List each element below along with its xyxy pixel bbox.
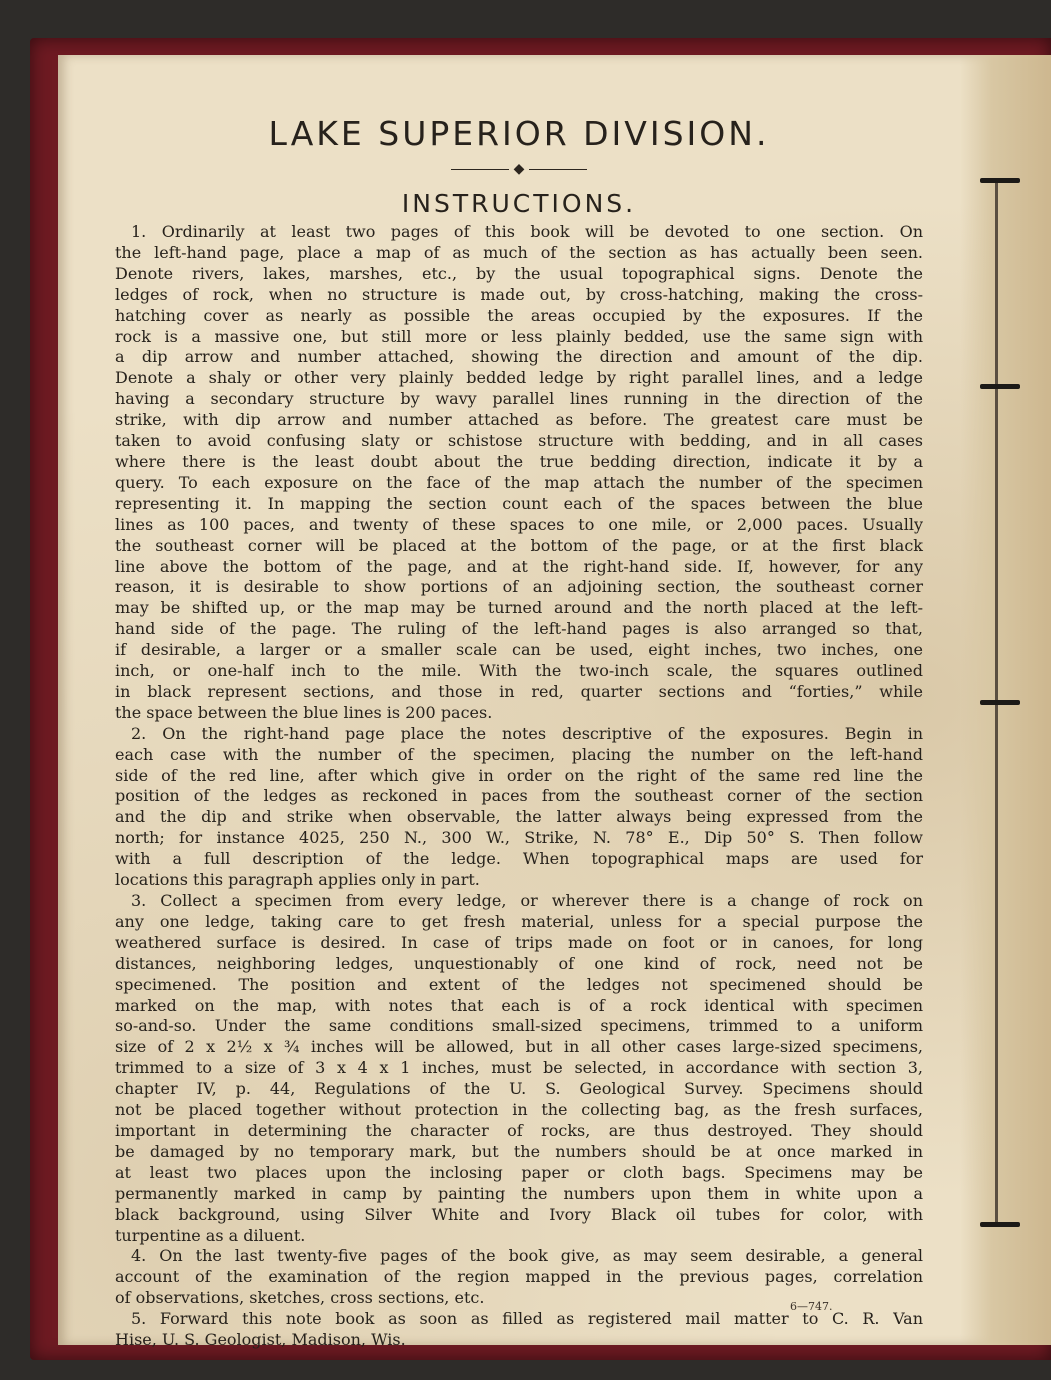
text-line: of observations, sketches, cross sections, etc. <box>115 1288 485 1308</box>
text-line: distances, neighboring ledges, unquestionably of one kind of rock, need not be <box>115 953 923 973</box>
text-line: the left-hand page, place a map of as much of the section as has actually been seen. <box>115 242 923 262</box>
text-line: and the dip and strike when observable, the latter always being expressed from the <box>115 807 923 827</box>
text-line: black background, using Silver White and Ivory Black oil tubes for color, with <box>115 1204 923 1224</box>
ornament-rule-left <box>451 169 509 170</box>
diamond-icon: ◆ <box>513 161 525 177</box>
text-line: any one ledge, taking care to get fresh material, unless for a special purpose the <box>115 911 923 931</box>
text-line: the southeast corner will be placed at the bottom of the page, or at the first black <box>115 535 923 555</box>
instructions-text-block <box>115 110 923 1351</box>
binding-stitch <box>980 1222 1020 1227</box>
text-line: chapter IV, p. 44, Regulations of the U. S. Geological Survey. Specimens should <box>115 1079 923 1099</box>
text-line: 4. On the last twenty-five pages of the book give, as may seem desirable, a general <box>131 1246 923 1266</box>
text-line: account of the examination of the region mapped in the previous pages, correlation <box>115 1267 923 1287</box>
text-line: representing it. In mapping the section count each of the spaces between the blue <box>115 493 923 513</box>
text-line: reason, it is desirable to show portions of an adjoining section, the southeast corner <box>115 577 923 597</box>
instructions-body <box>115 222 923 1351</box>
binding-stitch <box>980 384 1020 389</box>
text-line: where there is the least doubt about the true bedding direction, indicate it by a <box>115 451 923 471</box>
page-title: LAKE SUPERIOR DIVISION. <box>268 114 770 153</box>
text-line: locations this paragraph applies only in part. <box>115 870 480 890</box>
text-line: hand side of the page. The ruling of the left-hand pages is also arranged so that, <box>115 619 923 639</box>
text-line: weathered surface is desired. In case of trips made on foot or in canoes, for long <box>115 932 923 952</box>
text-line: 2. On the right-hand page place the notes descriptive of the exposures. Begin in <box>131 723 923 743</box>
text-line: side of the red line, after which give in order on the right of the same red line the <box>115 765 923 785</box>
text-line: inch, or one-half inch to the mile. With the two-inch scale, the squares outlined <box>115 661 923 681</box>
text-line: position of the ledges as reckoned in paces from the southeast corner of the section <box>115 786 923 806</box>
text-line: Denote rivers, lakes, marshes, etc., by the usual topographical signs. Denote the <box>115 263 923 283</box>
text-line: trimmed to a size of 3 x 4 x 1 inches, must be selected, in accordance with section 3, <box>115 1058 923 1078</box>
text-line: permanently marked in camp by painting the numbers upon them in white upon a <box>115 1183 923 1203</box>
text-line: taken to avoid confusing slaty or schistose structure with bedding, and in all cases <box>115 431 923 451</box>
title-ornament <box>115 162 923 182</box>
text-line: important in determining the character of rocks, are thus destroyed. They should <box>115 1120 923 1140</box>
text-line: each case with the number of the specimen, placing the number on the left-hand <box>115 744 923 764</box>
print-code: 6—747. <box>790 1300 833 1313</box>
text-line: size of 2 x 2½ x ¾ inches will be allowed, but in all other cases large-sized specimens, <box>115 1037 923 1057</box>
text-line: specimened. The position and extent of the ledges not specimened should be <box>115 974 923 994</box>
text-line: be damaged by no temporary mark, but the numbers should be at once marked in <box>115 1141 923 1161</box>
text-line: Denote a shaly or other very plainly bedded ledge by right parallel lines, and a ledge <box>115 368 923 388</box>
binding-stitch <box>980 700 1020 705</box>
text-line: 1. Ordinarily at least two pages of this book will be devoted to one section. On <box>131 222 923 241</box>
text-line: in black represent sections, and those in red, quarter sections and “forties,” while <box>115 681 923 701</box>
text-line: query. To each exposure on the face of the map attach the number of the specimen <box>115 472 923 492</box>
text-line: ledges of rock, when no structure is made out, by cross-hatching, making the cross- <box>115 284 923 304</box>
text-line: having a secondary structure by wavy parallel lines running in the direction of the <box>115 389 923 409</box>
text-line: turpentine as a diluent. <box>115 1225 306 1245</box>
text-line: north; for instance 4025, 250 N., 300 W., Strike, N. 78° E., Dip 50° S. Then follow <box>115 828 923 848</box>
text-line: a dip arrow and number attached, showing the direction and amount of the dip. <box>115 347 923 367</box>
text-line: 5. Forward this note book as soon as filled as registered mail matter to C. R. Van <box>131 1309 923 1329</box>
text-line: line above the bottom of the page, and at the right-hand side. If, however, for any <box>115 556 923 576</box>
binding-stitch <box>980 178 1020 183</box>
text-line: the space between the blue lines is 200 paces. <box>115 702 493 722</box>
text-line: marked on the map, with notes that each is of a rock identical with specimen <box>115 995 923 1015</box>
text-line: Hise, U. S. Geologist, Madison, Wis. <box>115 1330 406 1350</box>
ornament-rule-right <box>529 169 587 170</box>
text-line: rock is a massive one, but still more or less plainly bedded, use the same sign with <box>115 326 923 346</box>
text-line: at least two places upon the inclosing paper or cloth bags. Specimens may be <box>115 1162 923 1182</box>
instructions-heading: INSTRUCTIONS. <box>401 189 637 218</box>
text-line: hatching cover as nearly as possible the areas occupied by the exposures. If the <box>115 305 923 325</box>
text-line: 3. Collect a specimen from every ledge, or wherever there is a change of rock on <box>131 891 923 910</box>
text-line: if desirable, a larger or a smaller scale can be used, eight inches, two inches, one <box>115 640 923 660</box>
text-line: with a full description of the ledge. When topographical maps are used for <box>115 849 923 869</box>
text-line: so-and-so. Under the same conditions small-sized specimens, trimmed to a uniform <box>115 1016 923 1036</box>
text-line: strike, with dip arrow and number attached as before. The greatest care must be <box>115 410 923 430</box>
text-line: may be shifted up, or the map may be turned around and the north placed at the left- <box>115 598 923 618</box>
text-line: lines as 100 paces, and twenty of these spaces to one mile, or 2,000 paces. Usually <box>115 514 923 534</box>
text-line: not be placed together without protection in the collecting bag, as the fresh surfaces, <box>115 1100 923 1120</box>
